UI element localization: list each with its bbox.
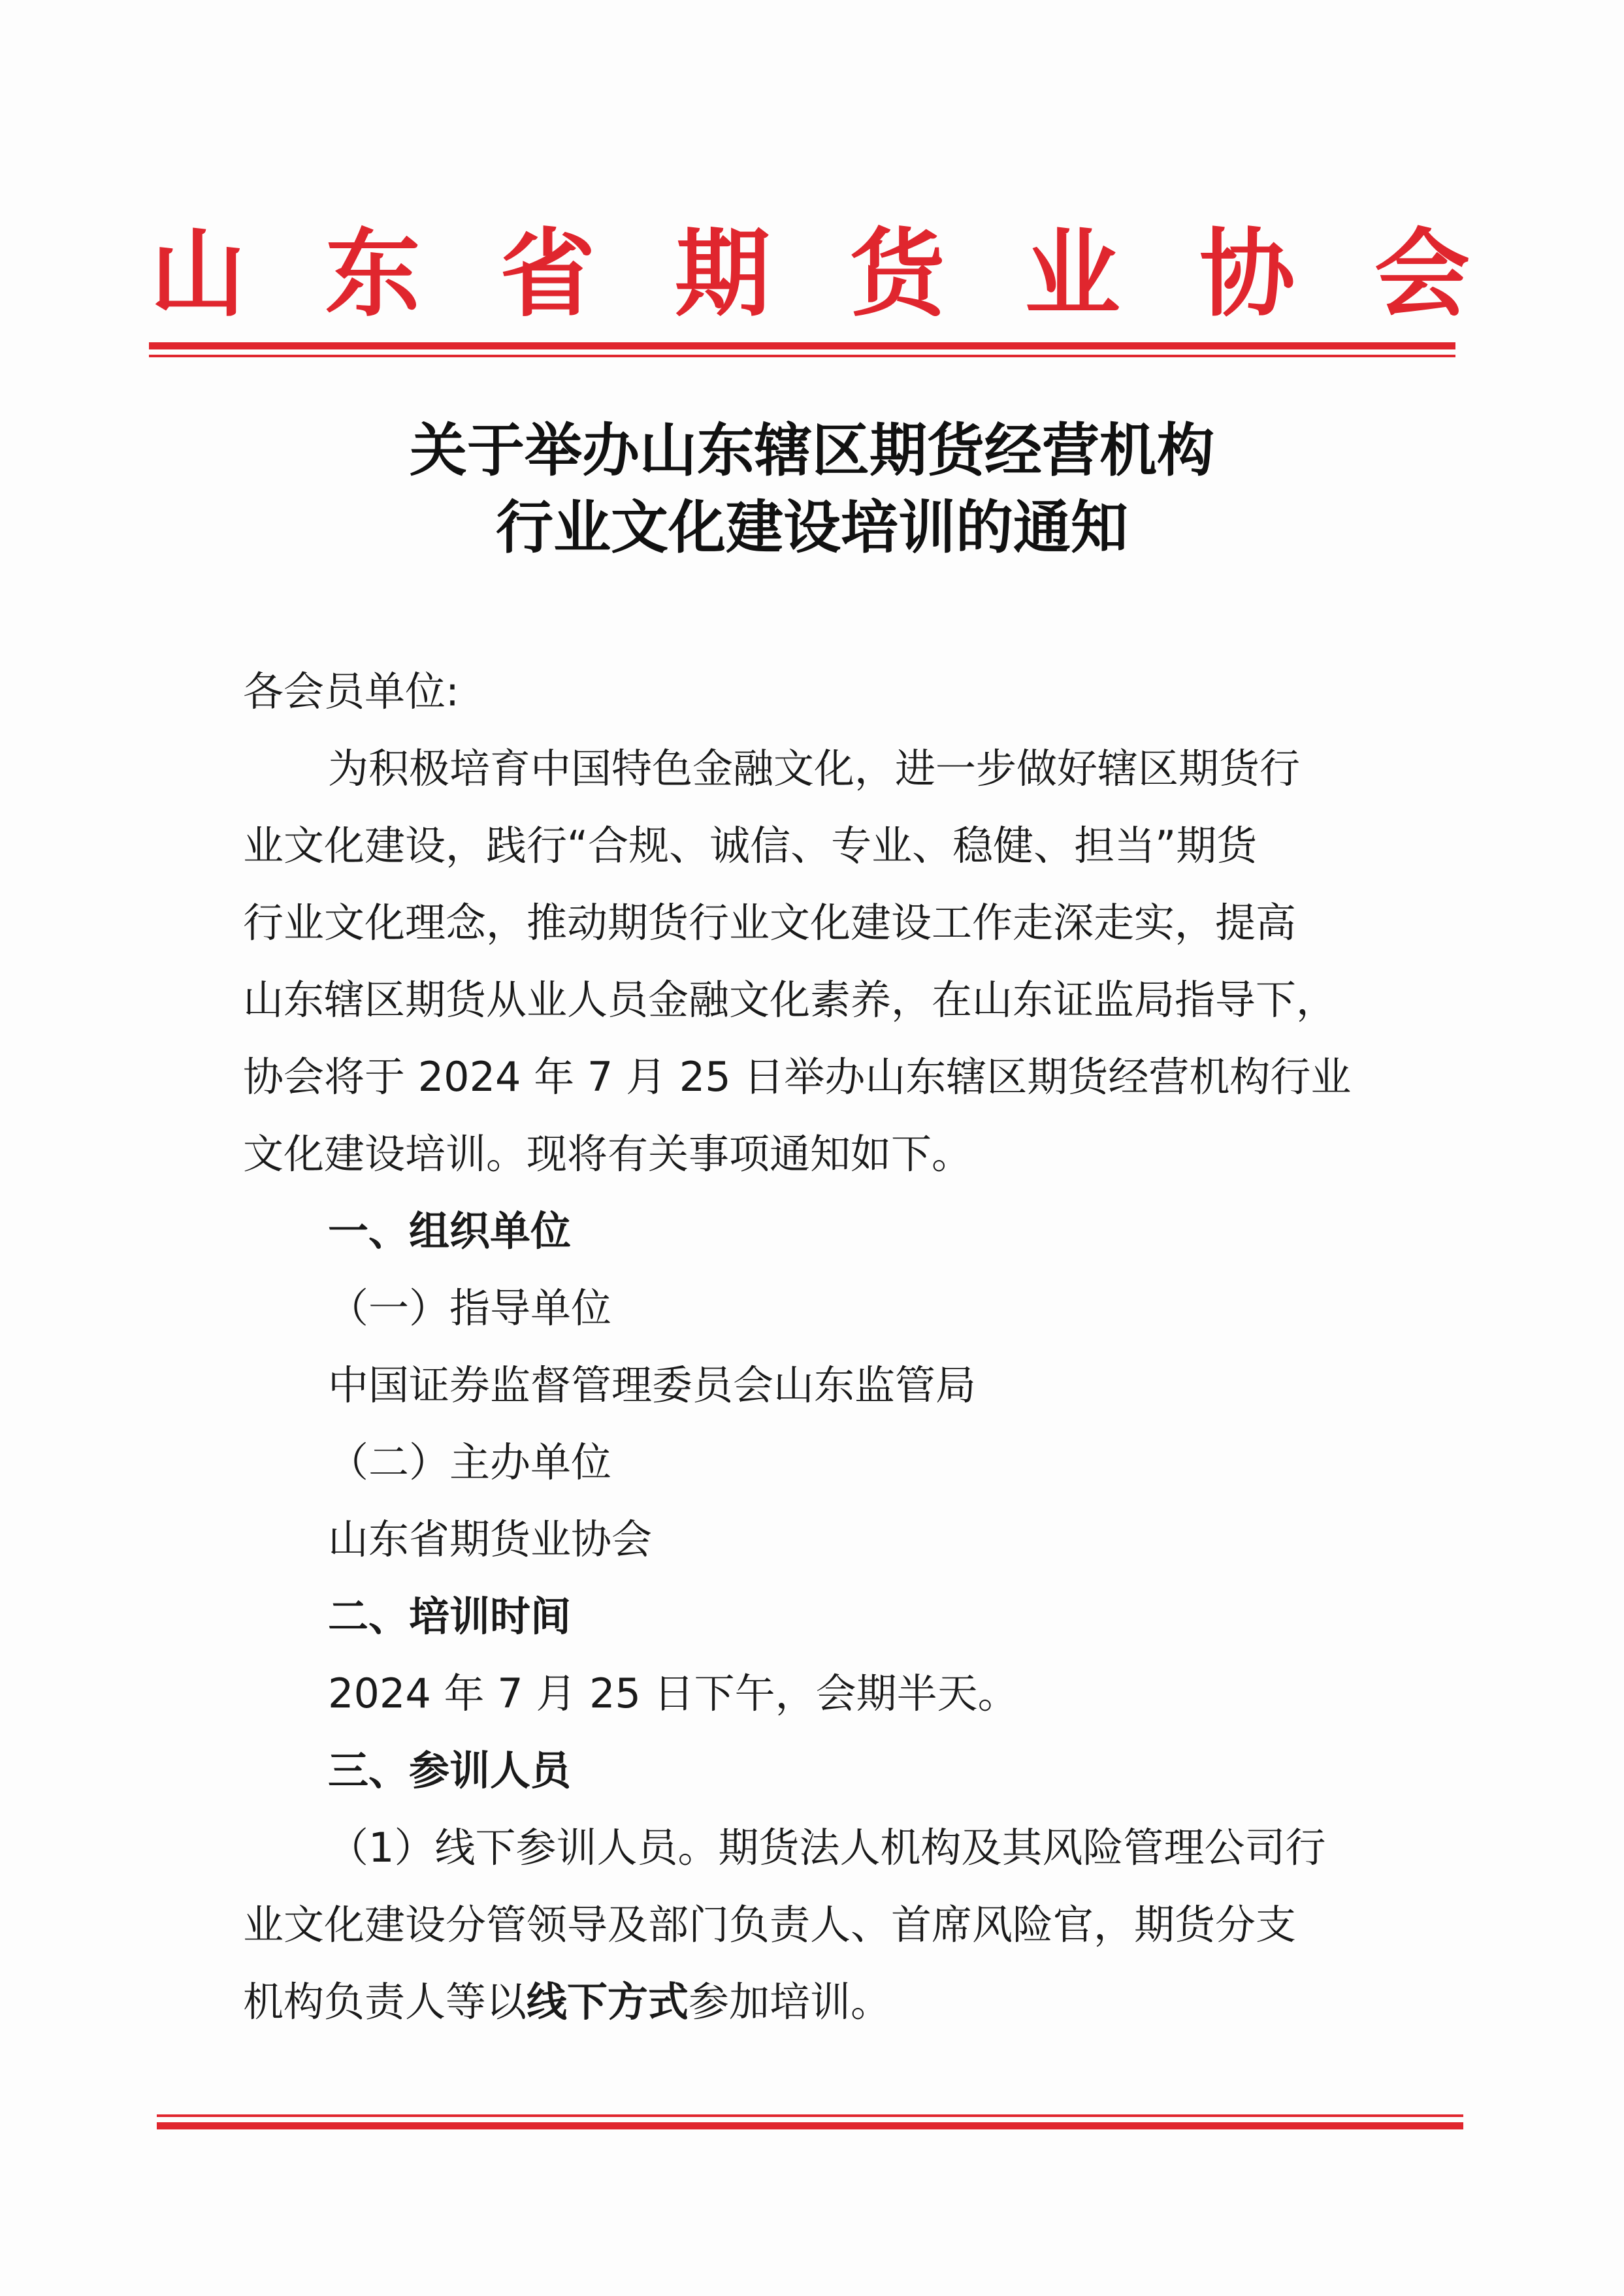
section-3-emphasis: 线下方式: [527, 1978, 689, 2026]
section-3-line: （1）线下参训人员。期货法人机构及其风险管理公司行: [328, 1824, 1326, 1871]
title-line-2: 行业文化建设培训的通知: [495, 493, 1128, 561]
masthead-char: 期: [675, 218, 771, 330]
footer-rule-thick: [157, 2122, 1463, 2129]
footer-rule-thin: [157, 2114, 1463, 2117]
masthead-char: 会: [1374, 218, 1470, 330]
header-rule-thin: [149, 355, 1455, 357]
section-2-value: 2024 年 7 月 25 日下午，会期半天。: [328, 1670, 1018, 1717]
section-3-text: 参加培训。: [689, 1978, 892, 2026]
section-3-line: [243, 1964, 1380, 2041]
masthead-char: 货: [849, 218, 945, 330]
intro-line: 协会将于 2024 年 7 月 25 日举办山东辖区期货经营机构行业: [243, 1053, 1352, 1101]
section-1-sub-1-label: （一）指导单位: [328, 1284, 612, 1332]
section-3-line: 业文化建设分管领导及部门负责人、首席风险官，期货分支: [243, 1901, 1297, 1948]
intro-line: 为积极培育中国特色金融文化，进一步做好辖区期货行: [328, 745, 1301, 792]
masthead-char: 山: [150, 218, 246, 330]
section-1-sub-2-label: （二）主办单位: [328, 1438, 612, 1486]
masthead-org-name: [150, 218, 1470, 330]
section-3-heading: 三、参训人员: [328, 1747, 572, 1794]
document-title: [0, 412, 1624, 566]
intro-line: 山东辖区期货从业人员金融文化素养，在山东证监局指导下，: [243, 976, 1337, 1024]
section-3-text: 机构负责人等以: [243, 1978, 527, 2026]
header-rule-thick: [149, 342, 1455, 349]
section-3-paragraph-1: [243, 1809, 1380, 2041]
masthead-char: 业: [1024, 218, 1120, 330]
section-2-heading: 二、培训时间: [328, 1593, 572, 1640]
footer-red-rule: [157, 2114, 1463, 2129]
intro-line: 业文化建设，践行“合规、诚信、专业、稳健、担当”期货: [243, 822, 1258, 869]
masthead-char: 东: [325, 218, 421, 330]
salutation: 各会员单位:: [243, 668, 459, 715]
document-body: [243, 653, 1380, 2041]
section-1-sub-2-value: 山东省期货业协会: [328, 1515, 653, 1563]
masthead-char: 协: [1199, 218, 1295, 330]
intro-line: 文化建设培训。现将有关事项通知如下。: [243, 1130, 973, 1178]
intro-line: 行业文化理念，推动期货行业文化建设工作走深走实，提高: [243, 899, 1297, 946]
intro-paragraph: [243, 730, 1380, 1193]
title-line-1: 关于举办山东辖区期货经营机构: [409, 416, 1214, 484]
section-1-sub-1-value: 中国证券监督管理委员会山东监管局: [328, 1361, 977, 1409]
masthead-char: 省: [500, 218, 596, 330]
section-1-heading: 一、组织单位: [328, 1207, 572, 1255]
header-red-rule: [149, 342, 1455, 357]
